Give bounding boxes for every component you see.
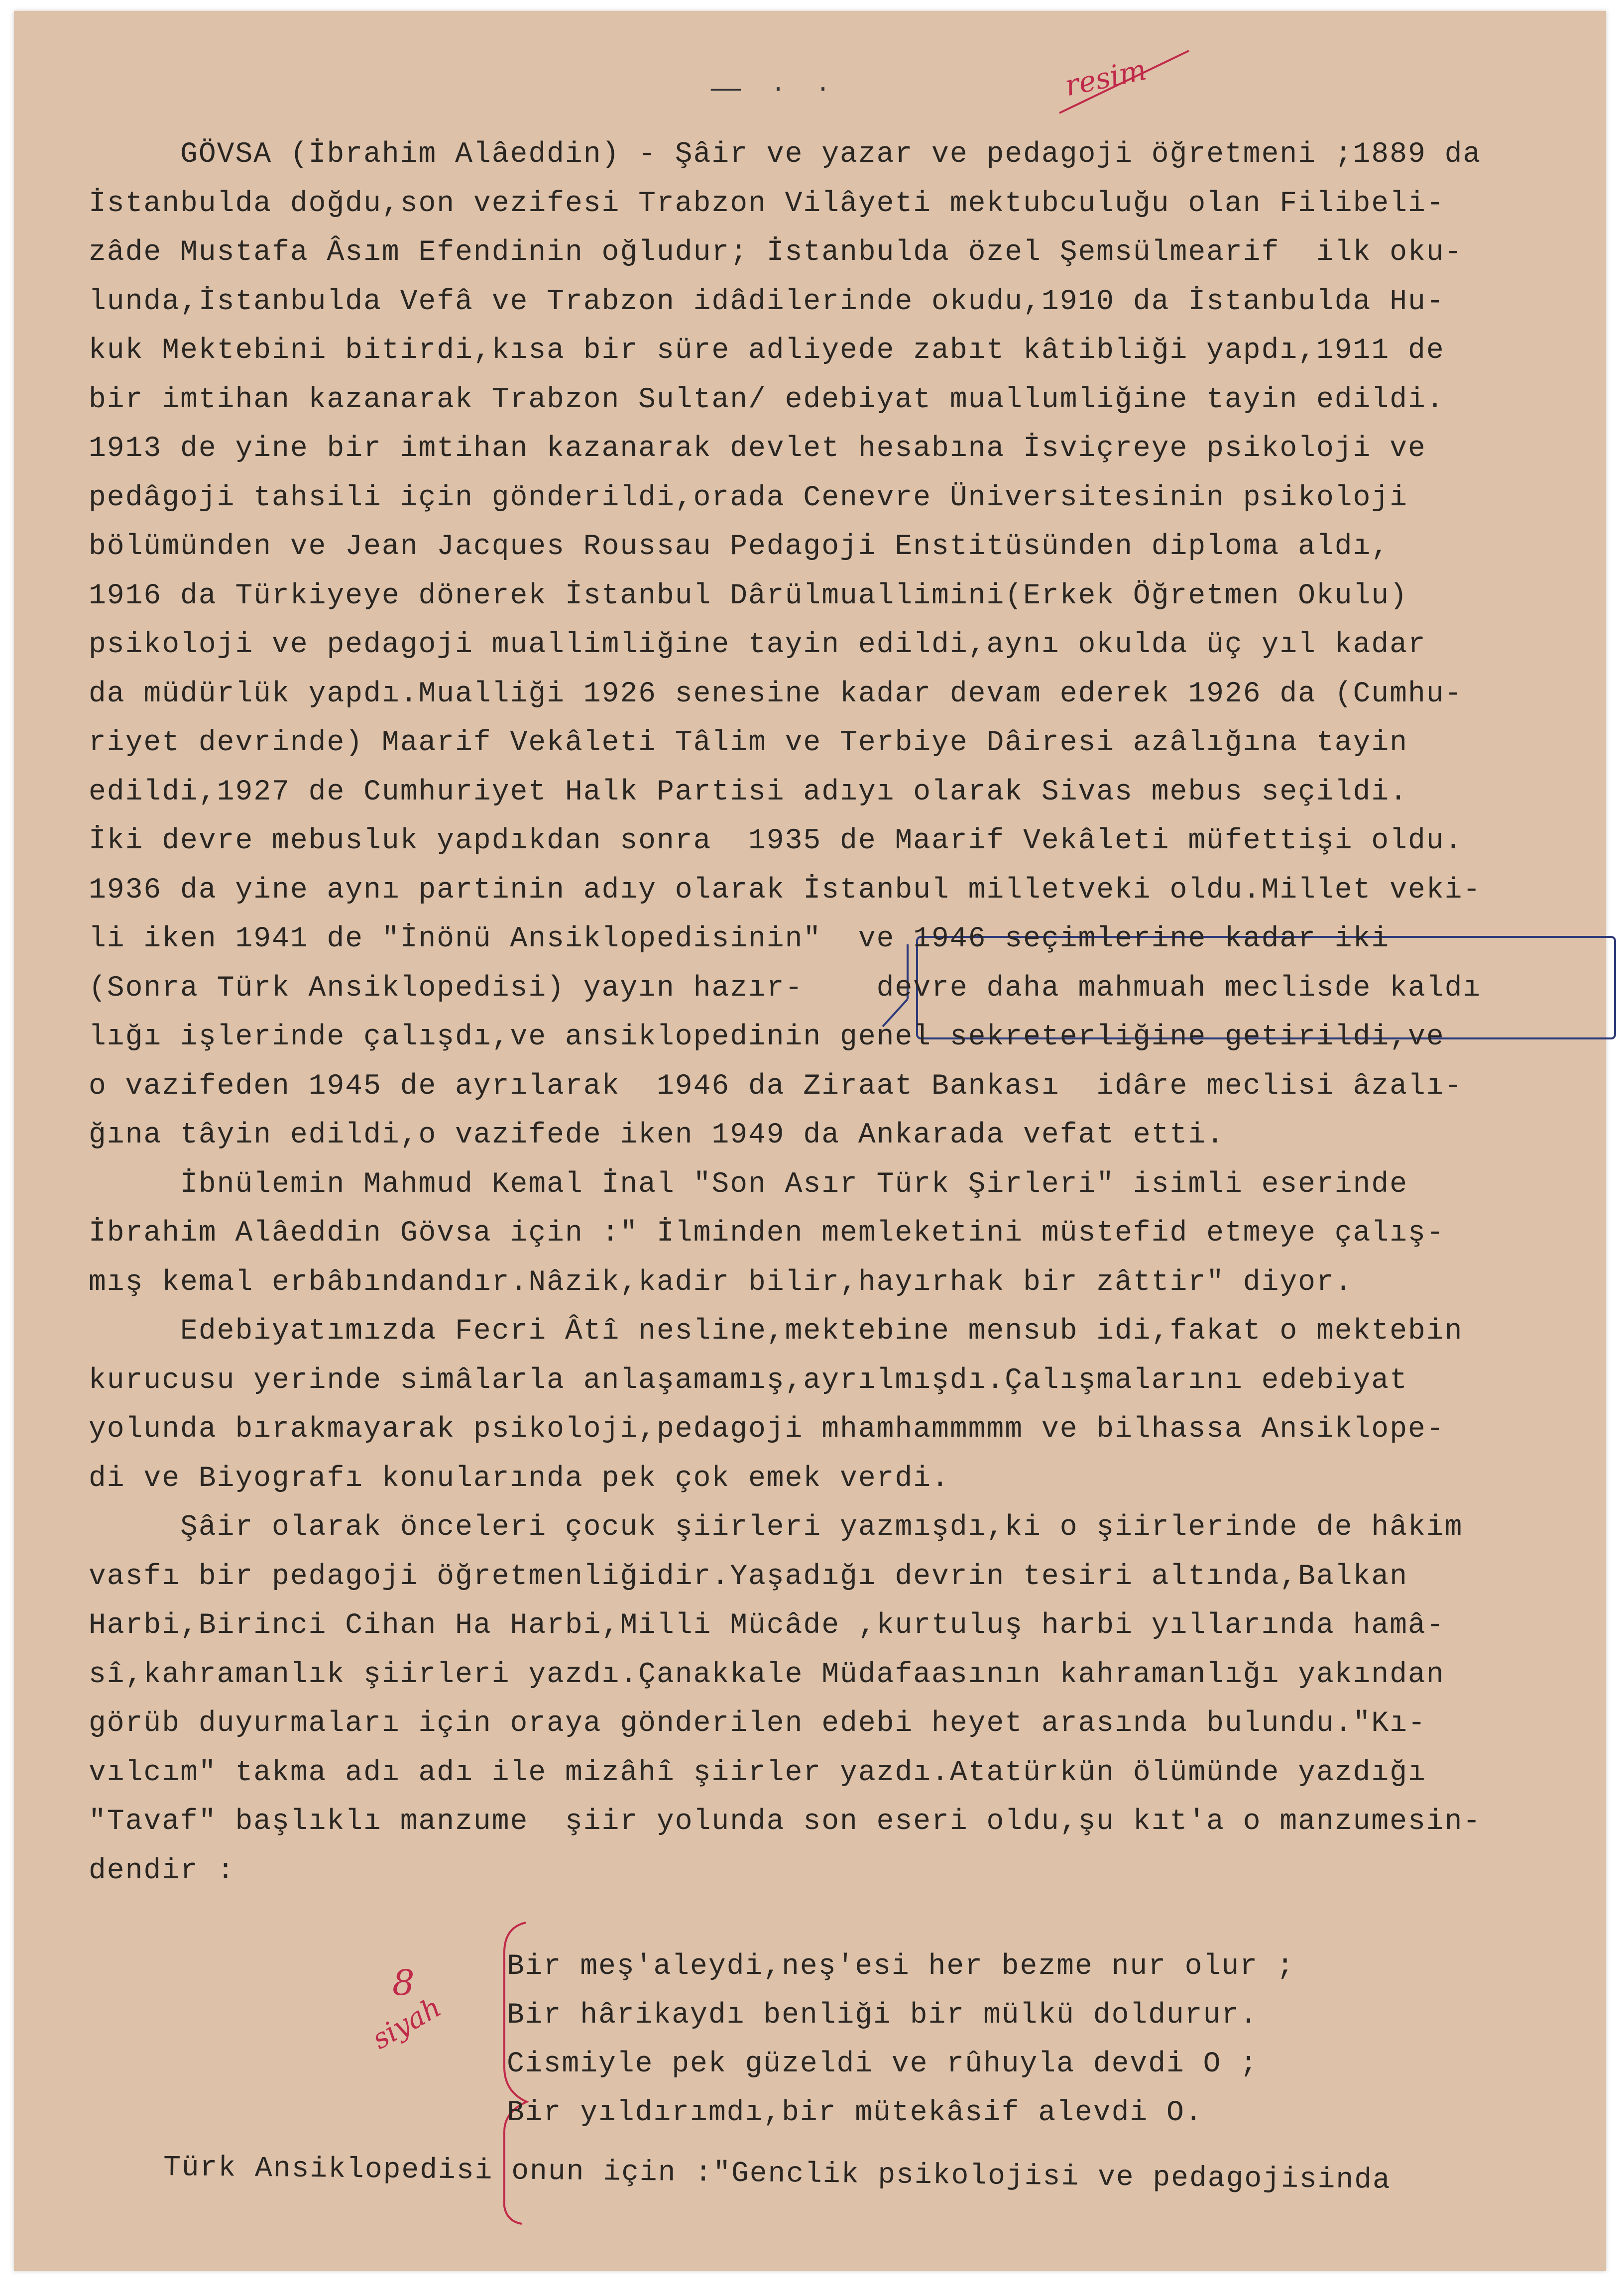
text-line: 1936 da yine aynı partinin adıy olarak İstanbul milletveki oldu.Millet veki- xyxy=(89,874,1482,907)
text-line: vasfı bir pedagoji öğretmenliğidir.Yaşadığı devrin tesiri altında,Balkan xyxy=(89,1560,1408,1593)
verse-line: Bir yıldırımdı,bir mütekâsif alevdi O. xyxy=(507,2097,1203,2129)
text-line: kurucusu yerinde simâlarla anlaşamamış,ayrılmışdı.Çalışmalarını edebiyat xyxy=(89,1364,1408,1397)
text-line: İbrahim Alâeddin Gövsa için :" İlminden memleketini müstefid etmeye çalış- xyxy=(89,1217,1445,1250)
text-line: GÖVSA (İbrahim Alâeddin) - Şâir ve yazar ve pedagoji öğretmeni ;1889 da xyxy=(89,138,1482,171)
text-line: da müdürlük yapdı.Mualliği 1926 senesine kadar devam ederek 1926 da (Cumhu- xyxy=(89,678,1463,710)
verse-block xyxy=(507,1942,1503,2138)
text-line: Şâir olarak önceleri çocuk şiirleri yazmışdı,ki o şiirlerinde de hâkim xyxy=(89,1511,1463,1544)
text-line: ğına tâyin edildi,o vazifede iken 1949 da Ankarada vefat etti. xyxy=(89,1119,1225,1151)
text-line: 1916 da Türkiyeye dönerek İstanbul Dârülmuallimini(Erkek Öğretmen Okulu) xyxy=(89,579,1408,612)
text-line: mış kemal erbâbındandır.Nâzik,kadir bilir,hayırhak bir zâttir" diyor. xyxy=(89,1266,1353,1299)
text-line: di ve Biyografı konularında pek çok emek verdi. xyxy=(89,1462,950,1495)
text-line: li iken 1941 de "İnönü Ansiklopedisinin" ve 1946 seçimlerine kadar iki xyxy=(89,923,1390,955)
text-line: sî,kahramanlık şiirleri yazdı.Çanakkale Müdafaasının kahramanlığı yakından xyxy=(89,1658,1445,1691)
document-page xyxy=(14,11,1606,2271)
text-line: vılcım" takma adı adı ile mizâhî şiirler yazdı.Atatürkün ölümünde yazdığı xyxy=(89,1756,1426,1789)
text-line: görüb duyurmaları için oraya gönderilen edebi heyet arasında bulundu."Kı- xyxy=(89,1708,1426,1740)
verse-line: Bir meş'aleydi,neş'esi her bezme nur olur ; xyxy=(507,1950,1295,1983)
margin-note-verse-number: 8 xyxy=(392,1962,415,2003)
text-line: 1913 de yine bir imtihan kazanarak devlet hesabına İsviçreye psikoloji ve xyxy=(89,433,1426,465)
text-line: bir imtihan kazanarak Trabzon Sultan/ edebiyat muallumliğine tayin edildi. xyxy=(89,383,1445,416)
text-line: psikoloji ve pedagoji muallimliğine tayin edildi,aynı okulda üç yıl kadar xyxy=(89,629,1426,661)
header-marks: —— · · xyxy=(711,76,831,104)
closing-line: Türk Ansiklopedisi onun için :"Genclik psikolojisi ve pedagojisinda xyxy=(163,2152,1392,2197)
margin-note-verse-word: siyah xyxy=(366,1991,447,2056)
text-line: o vazifeden 1945 de ayrılarak 1946 da Ziraat Bankası idâre meclisi âzalı- xyxy=(89,1070,1463,1103)
margin-note-top: resim xyxy=(1061,52,1150,103)
text-line: edildi,1927 de Cumhuriyet Halk Partisi adıyı olarak Sivas mebus seçildi. xyxy=(89,776,1408,808)
text-line: yolunda bırakmayarak psikoloji,pedagoji mhamhammmmm ve bilhassa Ansiklope- xyxy=(89,1413,1445,1446)
text-line: İki devre mebusluk yapdıkdan sonra 1935 de Maarif Vekâleti müfettişi oldu. xyxy=(89,825,1463,857)
text-line: (Sonra Türk Ansiklopedisi) yayın hazır- devre daha mahmuah meclisde kaldı xyxy=(89,972,1482,1005)
text-line: lığı işlerinde çalışdı,ve ansiklopedinin genel sekreterliğine getirildi,ve xyxy=(89,1021,1445,1053)
text-line: Edebiyatımızda Fecri Âtî nesline,mektebine mensub idi,fakat o mektebin xyxy=(89,1315,1463,1348)
text-line: pedâgoji tahsili için gönderildi,orada Cenevre Üniversitesinin psikoloji xyxy=(89,481,1408,514)
text-line: İstanbulda doğdu,son vezifesi Trabzon Vilâyeti mektubculuğu olan Filibeli- xyxy=(89,187,1445,220)
text-line: İbnülemin Mahmud Kemal İnal "Son Asır Türk Şirleri" isimli eserinde xyxy=(89,1168,1408,1201)
text-line: "Tavaf" başlıklı manzume şiir yolunda son eseri oldu,şu kıt'a o manzumesin- xyxy=(89,1806,1482,1838)
verse-line: Bir hârikaydı benliği bir mülkü doldurur. xyxy=(507,1999,1259,2032)
text-line: riyet devrinde) Maarif Vekâleti Tâlim ve Terbiye Dâiresi azâlığına tayin xyxy=(89,727,1408,759)
text-line: kuk Mektebini bitirdi,kısa bir süre adliyede zabıt kâtibliği yapdı,1911 de xyxy=(89,335,1445,367)
typed-body xyxy=(89,130,1562,1896)
text-line: Harbi,Birinci Cihan Ha Harbi,Milli Mücâde ,kurtuluş harbi yıllarında hamâ- xyxy=(89,1609,1445,1642)
text-line: zâde Mustafa Âsım Efendinin oğludur; İstanbulda özel Şemsülmearif ilk oku- xyxy=(89,236,1463,269)
text-line: dendir : xyxy=(89,1854,235,1887)
red-stroke-top xyxy=(1059,51,1189,113)
text-line: lunda,İstanbulda Vefâ ve Trabzon idâdilerinde okudu,1910 da İstanbulda Hu- xyxy=(89,285,1445,318)
text-line: bölümünden ve Jean Jacques Roussau Pedagoji Enstitüsünden diploma aldı, xyxy=(89,531,1390,563)
verse-line: Cismiyle pek güzeldi ve rûhuyla devdi O ; xyxy=(507,2048,1259,2080)
